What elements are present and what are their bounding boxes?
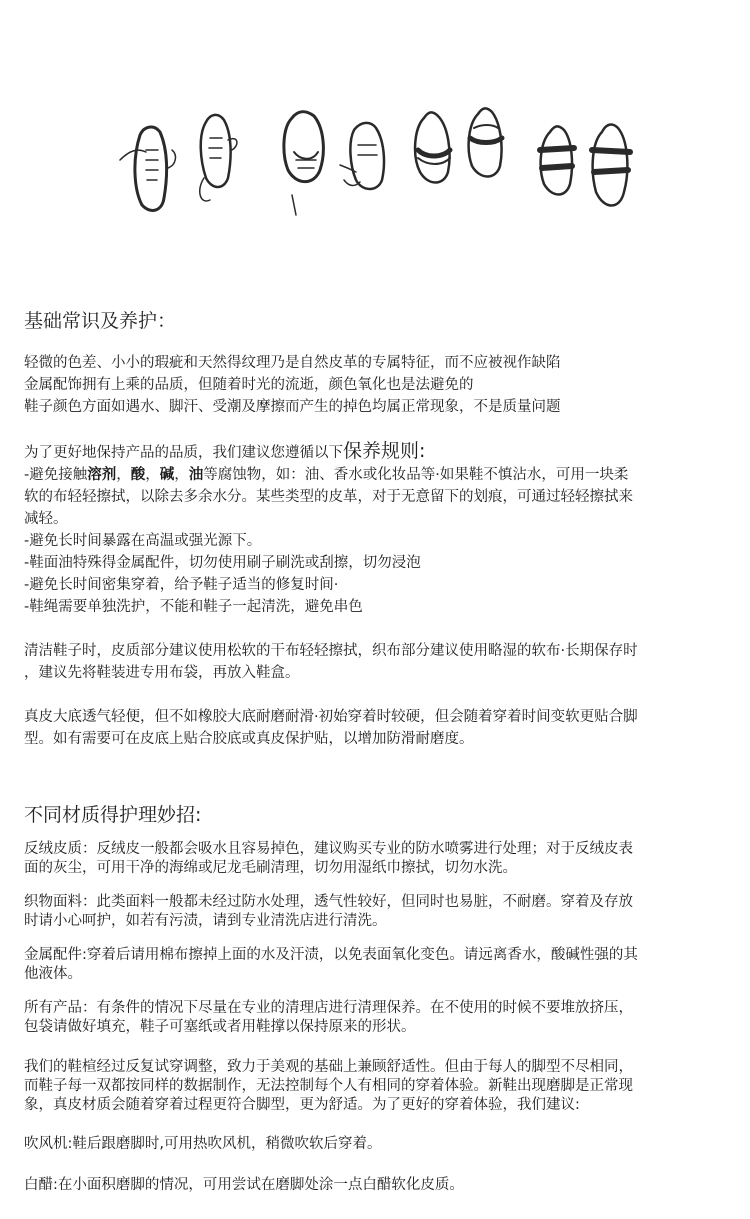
rule-item: -鞋绳需要单独洗护，不能和鞋子一起清洗，避免串色 <box>24 599 363 615</box>
rule-line: 软的布轻轻擦拭，以除去多余水分。某些类型的皮革，对于无意留下的划痕，可通过轻轻擦拭来 <box>24 489 633 505</box>
rule-line: 减轻。 <box>24 511 68 527</box>
sneaker-sketch-2 <box>200 115 237 201</box>
rule-avoid-corrosives: -避免接触溶剂，酸，碱，油等腐蚀物，如：油、香水或化妆品等·如果鞋不慎沾水，可用一块柔 <box>24 467 629 483</box>
rules-lead-emphasis: 保养规则: <box>343 440 426 462</box>
rules-lead: 为了更好地保持产品的品质，我们建议您遵循以下保养规则: <box>24 440 426 462</box>
fit-paragraph: 我们的鞋楦经过反复试穿调整，致力于美观的基础上兼顾舒适性。但由于每人的脚型不尽相同， 而鞋子每一双都按同样的数据制作，无法控制每个人有相同的穿着体验。新鞋出现磨脚是正常现 象，真皮材质会随着穿着过程更符合脚型，更为舒适。为了更好的穿着体验，我们建议: <box>24 1059 633 1113</box>
all-products-paragraph: 所有产品：有条件的情况下尽量在专业的清理店进行清理保养。在不使用的时候不要堆放挤压， 包袋请做好填充，鞋子可塞纸或者用鞋撑以保持原来的形状。 <box>24 1000 633 1035</box>
section-title-basics: 基础常识及养护： <box>24 310 177 332</box>
intro-line: 轻微的色差、小小的瑕疵和天然得纹理乃是自然皮革的专属特征，而不应被视作缺陷 <box>24 355 561 371</box>
intro-paragraph <box>24 352 732 418</box>
suede-paragraph: 反绒皮质：反绒皮一般都会吸水且容易掉色，建议购买专业的防水喷雾进行处理；对于反绒皮表 面的灰尘，可用干净的海绵或尼龙毛刷清理，切勿用湿纸巾擦拭，切勿水洗。 <box>24 841 633 876</box>
shoe-sketch-illustration <box>0 0 750 270</box>
section-title-materials: 不同材质得护理妙招: <box>24 804 202 826</box>
metal-paragraph: 金属配件:穿着后请用棉布擦掉上面的水及汗渍，以免表面氧化变色。请远离香水，酸碱性强的其 他液体。 <box>24 947 638 982</box>
sandal-sketch-8 <box>592 125 630 206</box>
shoe-sketch-3 <box>284 112 323 215</box>
rule-item: -避免长时间密集穿着，给予鞋子适当的修复时间· <box>24 577 339 593</box>
fabric-paragraph: 织物面料：此类面料一般都未经过防水处理，透气性较好，但同时也易脏，不耐磨。穿着及存放 时请小心呵护，如若有污渍，请到专业清洗店进行清洗。 <box>24 894 633 929</box>
hairdryer-tip: 吹风机:鞋后跟磨脚时,可用热吹风机，稍微吹软后穿着。 <box>24 1136 382 1152</box>
rule-item: -鞋面油特殊得金属配件，切勿使用刷子刷洗或刮擦，切勿浸泡 <box>24 555 421 571</box>
rule-item: -避免长时间暴露在高温或强光源下。 <box>24 533 262 549</box>
sneaker-sketch-1 <box>120 127 175 210</box>
sole-paragraph: 真皮大底透气轻便，但不如橡胶大底耐磨耐滑·初始穿着时较硬，但会随着穿着时间变软更贴合脚 型。如有需要可在皮底上贴合胶底或真皮保护贴，以增加防滑耐磨度。 <box>24 709 638 747</box>
vinegar-tip: 白醋:在小面积磨脚的情况，可用尝试在磨脚处涂一点白醋软化皮质。 <box>24 1177 464 1193</box>
shoe-sketch-4 <box>340 123 384 189</box>
slipper-sketch-5 <box>415 112 450 182</box>
care-rules <box>24 440 732 618</box>
sandal-sketch-7 <box>540 126 574 194</box>
cleaning-paragraph: 清洁鞋子时，皮质部分建议使用松软的干布轻轻擦拭，织布部分建议使用略湿的软布·长期保存时 ，建议先将鞋装进专用布袋，再放入鞋盒。 <box>24 643 638 681</box>
intro-line: 鞋子颜色方面如遇水、脚汗、受潮及摩擦而产生的掉色均属正常现象，不是质量问题 <box>24 399 561 415</box>
slipper-sketch-6 <box>469 108 502 176</box>
intro-line: 金属配饰拥有上乘的品质，但随着时光的流逝，颜色氧化也是法避免的 <box>24 377 474 393</box>
